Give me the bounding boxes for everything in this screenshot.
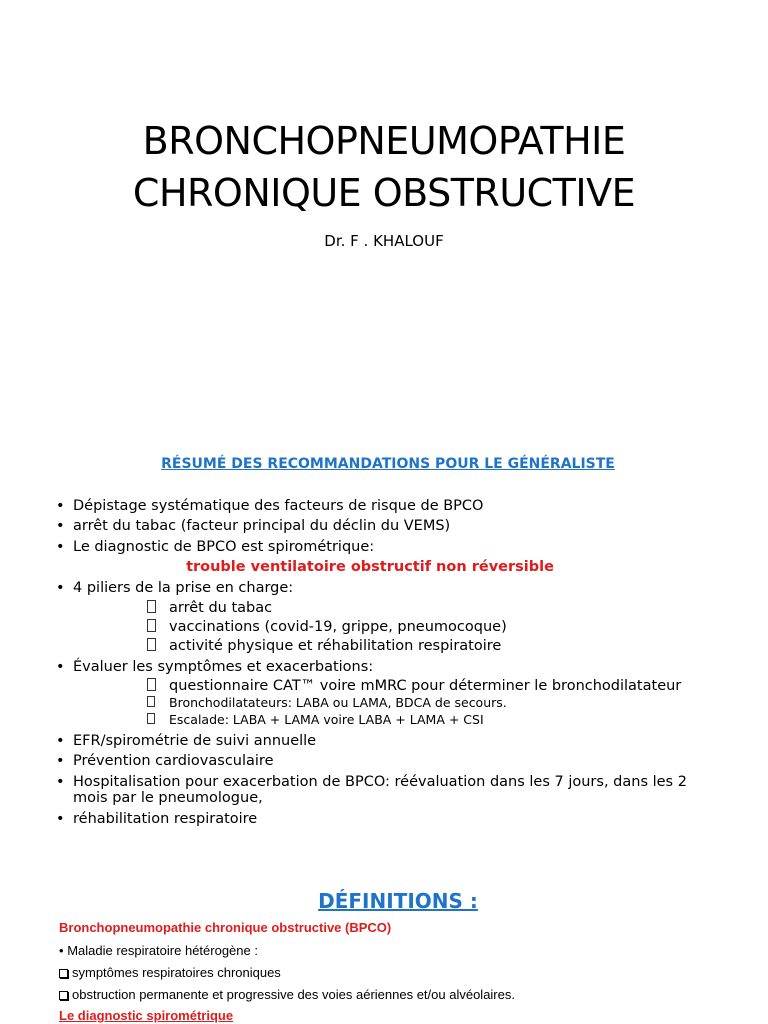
summary-item: • Évaluer les symptômes et exacerbations: bbox=[56, 659, 374, 675]
checkbox-icon bbox=[147, 638, 156, 651]
symptom-item: Bronchodilatateurs: LABA ou LAMA, BDCA de secours. bbox=[169, 695, 507, 711]
bullet-icon: • bbox=[56, 539, 65, 555]
bullet-icon: • bbox=[56, 498, 65, 514]
bullet-icon: • bbox=[56, 753, 65, 769]
checkbox-icon bbox=[147, 600, 156, 613]
summary-item: • Dépistage systématique des facteurs de risque de BPCO bbox=[56, 498, 484, 514]
bpco-subheading: Bronchopneumopathie chronique obstructive (BPCO) bbox=[59, 920, 392, 935]
checkbox-icon bbox=[147, 619, 156, 632]
diagnostic-subheading: Le diagnostic spirométrique bbox=[59, 1008, 234, 1023]
definition-item: symptômes respiratoires chroniques bbox=[59, 965, 281, 980]
author: Dr. F . KHALOUF bbox=[324, 232, 444, 250]
summary-item: • Hospitalisation pour exacerbation de BPCO: réévaluation dans les 7 jours, dans les 2 bbox=[56, 774, 687, 790]
pilier-item: activité physique et réhabilitation respiratoire bbox=[169, 637, 501, 655]
bullet-icon: • bbox=[56, 659, 65, 675]
bullet-icon: • bbox=[56, 774, 65, 790]
bullet-icon: • bbox=[56, 733, 65, 749]
checkbox-icon bbox=[147, 696, 155, 707]
pilier-item: vaccinations (covid-19, grippe, pneumocoque) bbox=[169, 618, 507, 636]
summary-item: • EFR/spirométrie de suivi annuelle bbox=[56, 733, 317, 749]
pilier-item: arrêt du tabac bbox=[169, 599, 272, 617]
summary-item: • 4 piliers de la prise en charge: bbox=[56, 580, 294, 596]
bullet-icon: • bbox=[59, 943, 64, 958]
checkbox-icon bbox=[59, 991, 68, 1000]
summary-heading: RÉSUMÉ DES RECOMMANDATIONS POUR LE GÉNÉRALISTE bbox=[161, 456, 615, 472]
bullet-icon: • bbox=[56, 811, 65, 827]
checkbox-icon bbox=[59, 969, 68, 978]
summary-item: • Prévention cardiovasculaire bbox=[56, 753, 274, 769]
symptom-item: questionnaire CAT™ voire mMRC pour déterminer le bronchodilatateur bbox=[169, 677, 681, 695]
document-title-line-2: CHRONIQUE OBSTRUCTIVE bbox=[132, 171, 636, 215]
bullet-icon: • bbox=[56, 580, 65, 596]
summary-item-continuation: mois par le pneumologue, bbox=[73, 790, 263, 806]
checkbox-icon bbox=[147, 678, 156, 691]
checkbox-icon bbox=[147, 713, 155, 724]
symptom-item: Escalade: LABA + LAMA voire LABA + LAMA + CSI bbox=[169, 712, 484, 728]
document-title-line-1: BRONCHOPNEUMOPATHIE bbox=[142, 119, 626, 163]
definitions-heading: DÉFINITIONS : bbox=[318, 889, 478, 913]
definition-bullet: • Maladie respiratoire hétérogène : bbox=[59, 943, 258, 958]
diagnosis-emphasis: trouble ventilatoire obstructif non réversible bbox=[186, 559, 554, 575]
summary-item: • Le diagnostic de BPCO est spirométrique: bbox=[56, 539, 375, 555]
definition-item: obstruction permanente et progressive des voies aériennes et/ou alvéolaires. bbox=[59, 987, 515, 1002]
summary-item: • arrêt du tabac (facteur principal du déclin du VEMS) bbox=[56, 518, 451, 534]
bullet-icon: • bbox=[56, 518, 65, 534]
summary-item: • réhabilitation respiratoire bbox=[56, 811, 258, 827]
